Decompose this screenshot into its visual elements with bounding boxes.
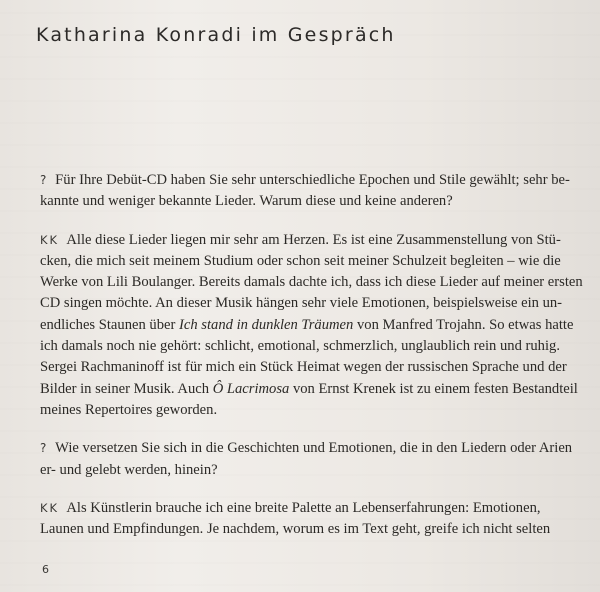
answer-1-line-6: ich damals noch nie gehört: schlicht, emotional, schmerzlich, unglaublich rein und ruhig. — [40, 338, 560, 355]
answer-marker: KK — [40, 500, 60, 515]
answer-2-line-1: Als Künstlerin brauche ich eine breite Palette an Lebenserfahrungen: Emotionen, — [66, 499, 541, 516]
question-2-line-1: Wie versetzen Sie sich in die Geschichten und Emotionen, die in den Liedern oder Arien — [55, 440, 573, 457]
answer-1-line-1: Alle diese Lieder liegen mir sehr am Herzen. Es ist eine Zusammenstellung von Stü- — [66, 231, 561, 248]
interview-body — [40, 170, 596, 557]
page-number: 6 — [42, 563, 49, 576]
answer-1-line-9: meines Repertoires geworden. — [40, 401, 218, 418]
answer-marker: KK — [40, 232, 60, 247]
question-1-line-1: Für Ihre Debüt-CD haben Sie sehr unterschiedliche Epochen und Stile gewählt; sehr be- — [55, 172, 570, 188]
answer-1-line-4: CD singen möchte. An dieser Musik hängen sehr viele Emotionen, beispielsweise ein un- — [40, 295, 563, 312]
question-marker: ? — [40, 173, 48, 187]
question-1-line-2: kannte und weniger bekannte Lieder. Warum diese und keine anderen? — [40, 193, 453, 210]
answer-2-line-2: Launen und Empfindungen. Je nachdem, worum es im Text geht, greife ich nicht selten — [40, 521, 551, 538]
question-paragraph-2 — [40, 438, 596, 481]
answer-1-line-2: cken, die mich seit meinem Studium oder schon seit meiner Schulzeit begleiten – wie die — [40, 252, 561, 269]
song-title-krenek: Ô Lacrimosa — [212, 380, 290, 397]
answer-1-line-3: Werke von Lili Boulanger. Bereits damals dachte ich, dass ich diese Lieder auf meiner ersten — [40, 274, 583, 291]
answer-paragraph-1 — [40, 230, 596, 422]
song-title-trojahn: Ich stand in dunklen Träumen — [179, 316, 354, 333]
question-paragraph-1 — [40, 170, 596, 213]
question-2-line-2: er- und gelebt werden, hinein? — [40, 461, 218, 478]
answer-1-line-7: Sergei Rachmaninoff ist für mich ein Stück Heimat wegen der russischen Sprache und der — [40, 359, 567, 376]
answer-paragraph-2 — [40, 498, 596, 541]
answer-1-line-5: endliches Staunen über Ich stand in dunklen Träumen von Manfred Trojahn. So etwas hatte — [40, 316, 574, 333]
question-marker: ? — [40, 441, 48, 456]
page-title: Katharina Konradi im Gespräch — [36, 24, 396, 46]
answer-1-line-8: Bilder in seiner Musik. Auch Ô Lacrimosa von Ernst Krenek ist zu einem festen Bestandteil — [40, 380, 578, 397]
